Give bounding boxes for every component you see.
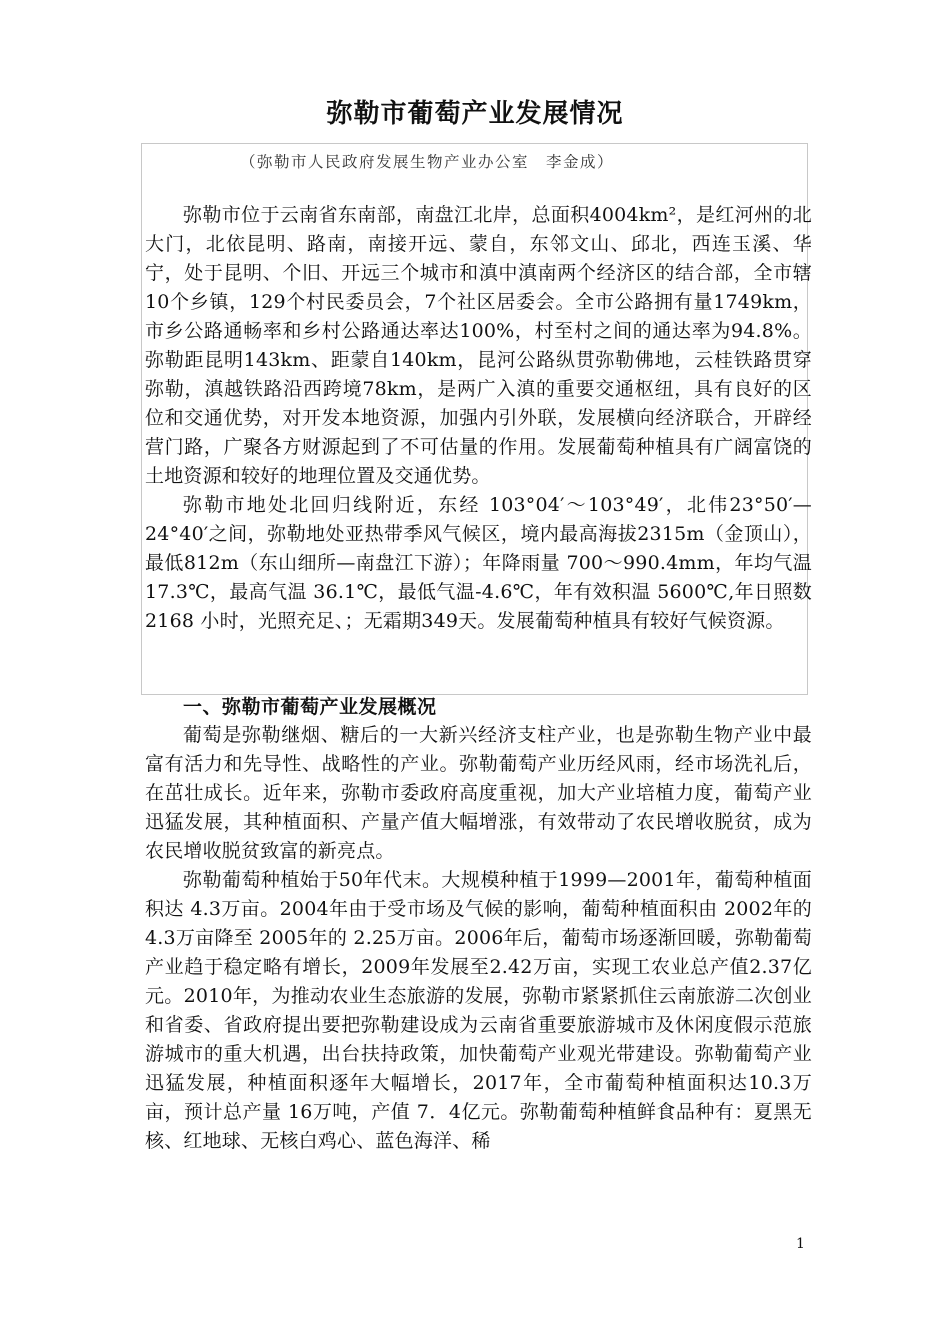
paragraph: 弥勒葡萄种植始于50年代末。大规模种植于1999—2001年，葡萄种植面积达 4.3万亩。2004年由于受市场及气候的影响，葡萄种植面积由 2002年的 4.3万亩降至 2005年的 2.25万亩。2006年后，葡萄市场逐渐回暖，弥勒葡萄产业趋于稳定略有增长，2009年发展至2.42万亩，实现工农业总产值2.37亿元。2010年，为推动农业生态旅游的发展，弥勒市紧紧抓住云南旅游二次创业和省委、省政府提出要把弥勒建设成为云南省重要旅游城市及休闲度假示范旅游城市的重大机遇，出台扶持政策，加快葡萄产业观光带建设。弥勒葡萄产业迅猛发展，种植面积逐年大幅增长，2017年，全市葡萄种植面积达10.3万亩，预计总产量 16万吨，产值 7．4亿元。弥勒葡萄种植鲜食品种有：夏黑无核、红地球、无核白鸡心、蓝色海洋、稀 [145, 869, 812, 1152]
section-heading: 一、弥勒市葡萄产业发展概况 [183, 696, 437, 718]
document-title: 弥勒市葡萄产业发展情况 [326, 99, 624, 129]
paragraph: 弥勒市地处北回归线附近，东经 103°04′～103°49′，北伟23°50′—24°40′之间，弥勒地处亚热带季风气候区，境内最高海拔2315m（金顶山），最低812m（东山细所—南盘江下游）；年降雨量 700～990.4mm，年均气温 17.3℃，最高气温 36.1℃，最低气温-4.6℃，年有效积温 5600℃,年日照数 2168 小时，光照充足、；无霜期349天。发展葡萄种植具有较好气候资源。 [145, 494, 812, 632]
paragraph: 弥勒市位于云南省东南部，南盘江北岸，总面积4004km²，是红河州的北大门，北依昆明、路南，南接开远、蒙自，东邻文山、邱北，西连玉溪、华宁，处于昆明、个旧、开远三个城市和滇中滇南两个经济区的结合部，全市辖10个乡镇，129个村民委员会，7个社区居委会。全市公路拥有量1749km，市乡公路通畅率和乡村公路通达率达100%，村至村之间的通达率为94.8%。弥勒距昆明143km、距蒙自140km，昆河公路纵贯弥勒佛地，云桂铁路贯穿弥勒，滇越铁路沿西跨境78km，是两广入滇的重要交通枢纽，具有良好的区位和交通优势，对开发本地资源，加强内引外联，发展横向经济联合，开辟经营门路，广聚各方财源起到了不可估量的作用。发展葡萄种植具有广阔富饶的土地资源和较好的地理位置及交通优势。 [145, 204, 812, 487]
author-line: （弥勒市人民政府发展生物产业办公室 李金成） [240, 153, 615, 171]
page-number: 1 [796, 1236, 805, 1252]
section-text [145, 721, 812, 1156]
intro-text [145, 201, 812, 636]
paragraph: 葡萄是弥勒继烟、糖后的一大新兴经济支柱产业，也是弥勒生物产业中最富有活力和先导性、战略性的产业。弥勒葡萄产业历经风雨，经市场洗礼后，在茁壮成长。近年来，弥勒市委政府高度重视，加大产业培植力度，葡萄产业迅猛发展，其种植面积、产量产值大幅增涨，有效带动了农民增收脱贫，成为农民增收脱贫致富的新亮点。 [145, 724, 812, 862]
